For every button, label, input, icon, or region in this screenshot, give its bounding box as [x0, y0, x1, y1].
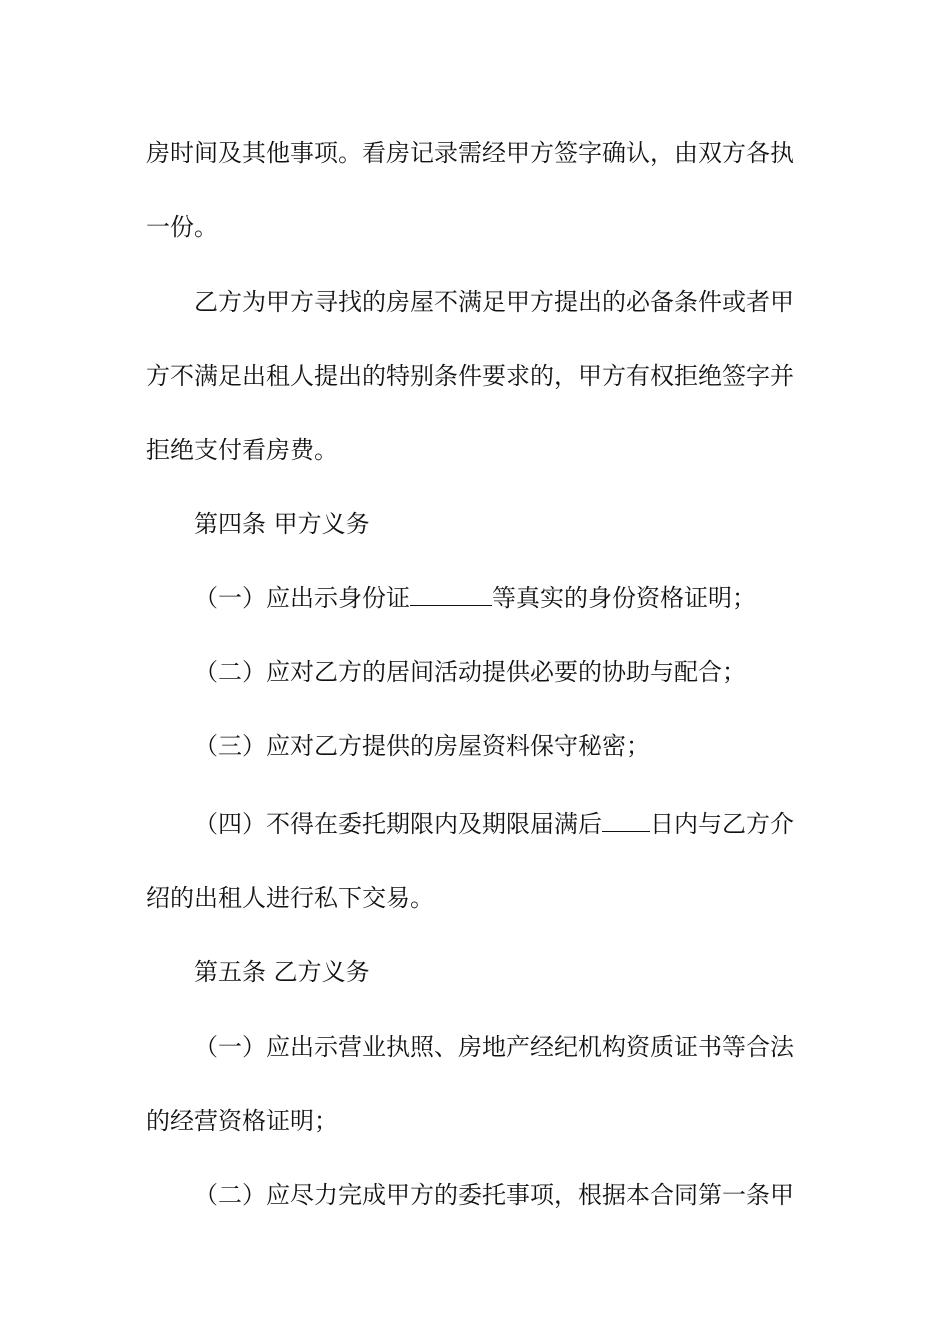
clause-5-2: （二）应尽力完成甲方的委托事项，根据本合同第一条甲 — [194, 1181, 794, 1209]
clause-4-3: （三）应对乙方提供的房屋资料保守秘密； — [194, 732, 650, 760]
paragraph-line-4: 方不满足出租人提出的特别条件要求的，甲方有权拒绝签字并 — [146, 362, 794, 390]
paragraph-line-2: 一份。 — [146, 213, 218, 241]
clause-4-2: （二）应对乙方的居间活动提供必要的协助与配合； — [194, 658, 746, 686]
clause-4-1-text-a: （一）应出示身份证 — [194, 584, 410, 612]
clause-4-4-text-b: 日内与乙方介 — [650, 810, 794, 838]
clause-4-4-continued: 绍的出租人进行私下交易。 — [146, 884, 434, 912]
clause-5-1: （一）应出示营业执照、房地产经纪机构资质证书等合法 — [194, 1033, 794, 1061]
clause-4-4-text-a: （四）不得在委托期限内及期限届满后 — [194, 810, 602, 838]
paragraph-line-1: 房时间及其他事项。看房记录需经甲方签字确认，由双方各执 — [146, 139, 794, 167]
section-heading-article-4: 第四条 甲方义务 — [194, 510, 370, 538]
clause-4-1-text-b: 等真实的身份资格证明； — [492, 584, 756, 612]
fill-in-blank-id[interactable] — [410, 579, 492, 606]
section-heading-article-5: 第五条 乙方义务 — [194, 958, 370, 986]
clause-4-4 — [194, 804, 816, 844]
clause-4-1 — [194, 578, 816, 618]
clause-5-1-continued: 的经营资格证明； — [146, 1107, 338, 1135]
paragraph-line-3: 乙方为甲方寻找的房屋不满足甲方提出的必备条件或者甲 — [194, 288, 794, 316]
paragraph-line-5: 拒绝支付看房费。 — [146, 436, 338, 464]
fill-in-blank-days[interactable] — [602, 805, 650, 832]
